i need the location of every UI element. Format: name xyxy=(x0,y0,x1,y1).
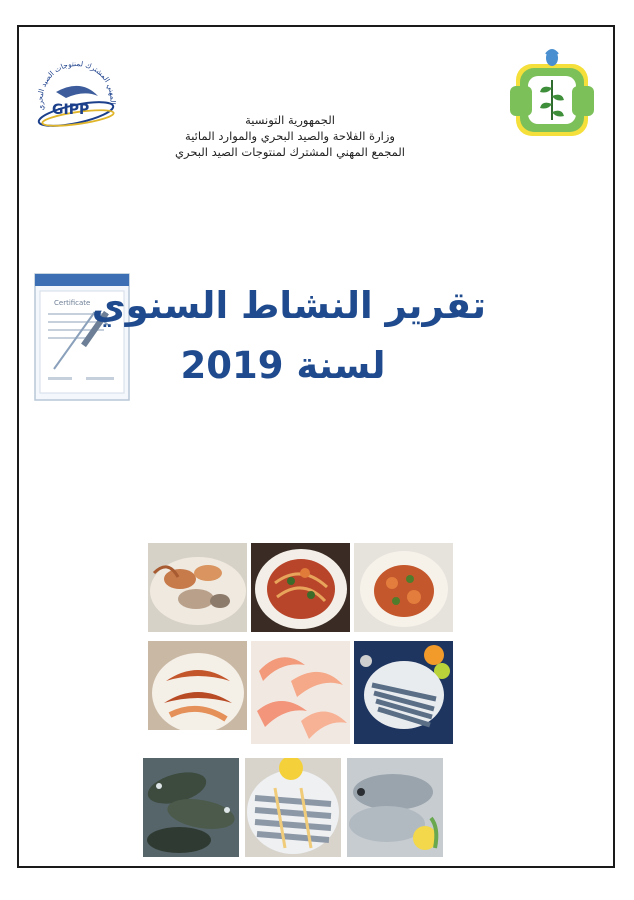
whole-fish-lemon-photo xyxy=(347,758,443,857)
grilled-prawns-photo xyxy=(148,641,247,730)
pink-shrimp-photo xyxy=(251,641,350,744)
header-text-block xyxy=(120,112,460,160)
pasta-seafood-photo xyxy=(251,543,350,632)
report-title: تقرير النشاط السنوي xyxy=(91,284,486,327)
sardines-photo xyxy=(354,641,453,744)
header-line-ministry: وزارة الفلاحة والصيد البحري والموارد المائية xyxy=(185,129,395,143)
certificate-heading: Certificate xyxy=(54,299,91,307)
fresh-fish-ice-photo xyxy=(143,758,239,857)
header-line-republic: الجمهورية التونسية xyxy=(245,113,335,127)
crab-shrimp-plate-photo xyxy=(148,543,247,632)
seafood-dish-photo xyxy=(354,543,453,632)
gipp-logo-text: GIPP xyxy=(52,102,90,118)
header-line-group: المجمع المهني المشترك لمنتوجات الصيد البحري xyxy=(174,145,405,159)
gipp-arc-text: المهني المشترك لمنتوجات الصيد البحري xyxy=(35,59,118,112)
anchovy-lemon-photo xyxy=(245,758,341,857)
gipp-logo xyxy=(26,48,126,148)
ministry-logo xyxy=(506,40,598,144)
report-year-title: لسنة 2019 xyxy=(180,344,386,387)
